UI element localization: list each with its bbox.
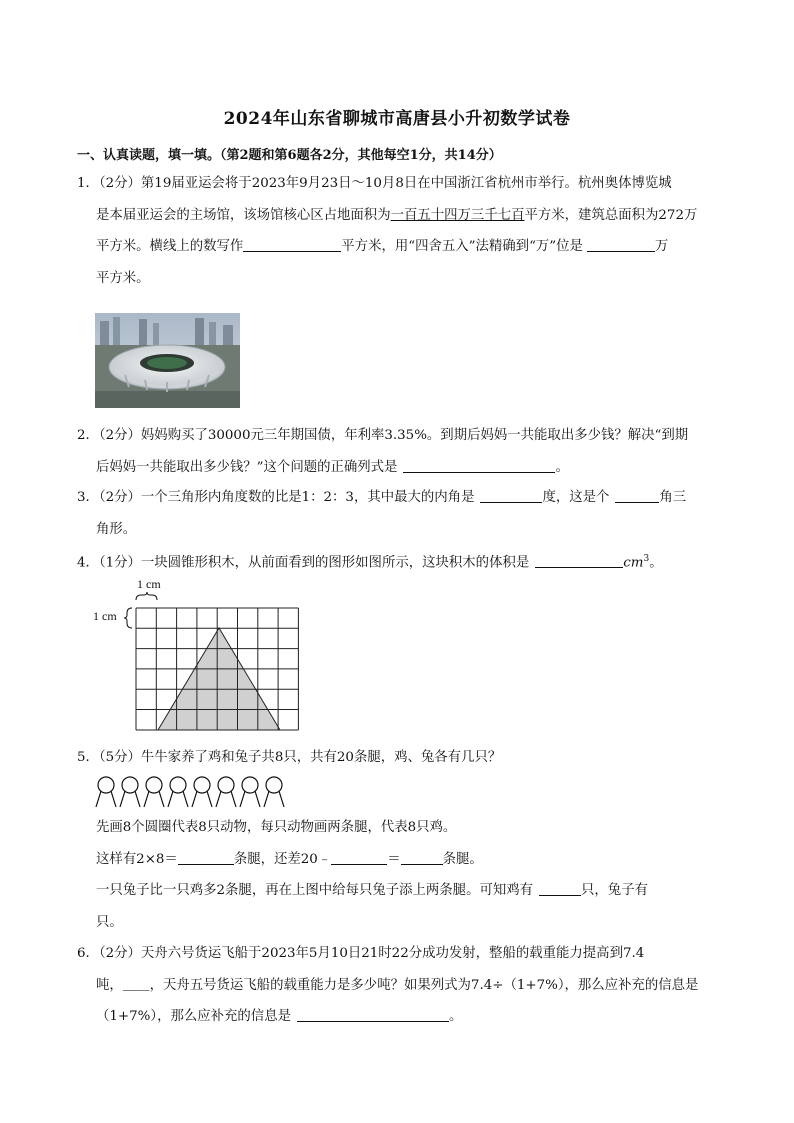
figure-label-top: 1 cm xyxy=(137,577,161,591)
q5-number: 5． xyxy=(77,750,99,765)
section-heading: 一、认真读题，填一填。（第2题和第6题各2分，其他每空1分，共14分） xyxy=(77,148,502,163)
q5-text: 先画8个圆圈代表8只动物，每只动物画两条腿，代表8只鸡。 xyxy=(96,820,457,835)
animal-circle xyxy=(168,777,188,807)
q1-underlined-number: 一百五十四万三千七百 xyxy=(390,207,525,223)
circles-with-legs-figure xyxy=(94,776,289,809)
q5-text: 只。 xyxy=(96,914,123,930)
q6-text: 天舟六号货运飞船于2023年5月10日21时22分成功发射，整船的载重能力提高到7.4 xyxy=(140,946,645,961)
q4-text: 。 xyxy=(649,555,663,571)
q2-text: 后妈妈一共能取出多少钱？”这个问题的正确列式是 xyxy=(96,459,398,475)
q4-text: 一块圆锥形积木，从前面看到的图形如图所示，这块积木的体积是 xyxy=(140,555,530,571)
q1-text: 是本届亚运会的主场馆，该场馆核心区占地面积为 xyxy=(96,207,391,223)
q1-number: 1． xyxy=(77,176,99,191)
q3-answer-blank-1[interactable] xyxy=(480,487,542,503)
q1-text: 平方米。 xyxy=(96,270,150,286)
q2-score: （2分） xyxy=(98,428,141,443)
q5-answer-blank-2[interactable] xyxy=(331,849,387,865)
q6-text: 吨， xyxy=(96,977,123,993)
animal-circle xyxy=(144,777,164,807)
q3-text: 角三 xyxy=(659,490,687,505)
animal-circle xyxy=(240,777,260,807)
q5-text: 牛牛家养了鸡和兔子共8只，共有20条腿，鸡、兔各有几只？ xyxy=(140,750,502,765)
q4-number: 4． xyxy=(77,555,99,571)
q1-text: 平方米，建筑总面积为272万 xyxy=(524,207,698,223)
q6-answer-blank[interactable] xyxy=(297,1006,449,1022)
q3-score: （2分） xyxy=(98,490,141,505)
q3-text: 一个三角形内角度数的比是1：2：3，其中最大的内角是 xyxy=(140,490,475,505)
q1-score: （2分） xyxy=(98,176,141,191)
question-5 xyxy=(77,742,722,774)
q4-unit-exponent: 3 xyxy=(643,554,650,564)
q5-text: 条腿。 xyxy=(442,851,483,867)
q6-number: 6． xyxy=(77,946,99,961)
q5-answer-blank-1[interactable] xyxy=(178,849,234,865)
animal-circle xyxy=(120,777,140,807)
q4-answer-blank[interactable] xyxy=(535,552,623,568)
q6-score: （2分） xyxy=(98,946,141,961)
q1-text: 平方米，用“四舍五入”法精确到“万”位是 xyxy=(341,239,583,254)
q5-text: 条腿，还差20﹣ xyxy=(233,851,332,867)
animal-circle xyxy=(216,777,236,807)
q1-text: 万 xyxy=(654,239,669,254)
page-title: 2024年山东省聊城市高唐县小升初数学试卷 xyxy=(223,109,571,129)
q1-text: 平方米。横线上的数写作 xyxy=(96,239,244,254)
question-2 xyxy=(77,420,722,483)
q2-number: 2． xyxy=(77,428,99,443)
q4-unit: cm xyxy=(623,555,644,571)
animal-circle xyxy=(192,777,212,807)
q2-answer-blank[interactable] xyxy=(403,457,555,473)
q6-text: （1+7%），那么应补充的信息是 xyxy=(96,1009,291,1024)
q6-text: 。 xyxy=(448,1009,463,1024)
animal-circle xyxy=(96,777,116,807)
brace-top xyxy=(136,592,157,600)
question-1 xyxy=(77,168,722,294)
figure-label-left: 1 cm xyxy=(93,609,117,623)
q1-text: 第19届亚运会将于2023年9月23日～10月8日在中国浙江省杭州市举行。杭州奥体博览城 xyxy=(140,176,672,191)
q1-answer-blank-2[interactable] xyxy=(587,236,655,252)
stadium-photo xyxy=(95,313,240,408)
q5-answer-blank-4[interactable] xyxy=(539,880,581,896)
question-5-body xyxy=(77,812,722,938)
q2-text: 。 xyxy=(555,459,569,475)
question-3 xyxy=(77,482,722,545)
q5-text: 一只兔子比一只鸡多2条腿，再在上图中给每只兔子添上两条腿。可知鸡有 xyxy=(96,883,534,898)
q3-text: 度，这是个 xyxy=(542,490,610,505)
q6-text: ，天舟五号货运飞船的载重能力是多少吨？如果列式为7.4÷（1+7%），那么应补充的信息是 xyxy=(149,977,699,993)
q3-text: 角形。 xyxy=(96,521,137,537)
q1-answer-blank-1[interactable] xyxy=(243,236,341,252)
question-4 xyxy=(77,544,722,579)
brace-left xyxy=(124,608,132,628)
grid-triangle-figure xyxy=(90,575,310,740)
q5-text: ＝ xyxy=(387,851,401,867)
animal-circle xyxy=(264,777,284,807)
q5-text: 只，兔子有 xyxy=(581,883,648,898)
q3-number: 3． xyxy=(77,490,99,505)
q5-answer-blank-3[interactable] xyxy=(401,849,443,865)
grid-lines xyxy=(136,608,298,730)
question-6 xyxy=(77,938,722,1033)
q2-text: 妈妈购买了30000元三年期国债，年利率3.35%。到期后妈妈一共能取出多少钱？解决“到期 xyxy=(140,428,689,443)
q4-score: （1分） xyxy=(98,555,141,571)
q5-text: 这样有2×8＝ xyxy=(96,851,178,867)
q5-score: （5分） xyxy=(98,750,141,765)
q6-inline-blank[interactable]: ＿＿ xyxy=(122,977,150,993)
q3-answer-blank-2[interactable] xyxy=(615,487,659,503)
